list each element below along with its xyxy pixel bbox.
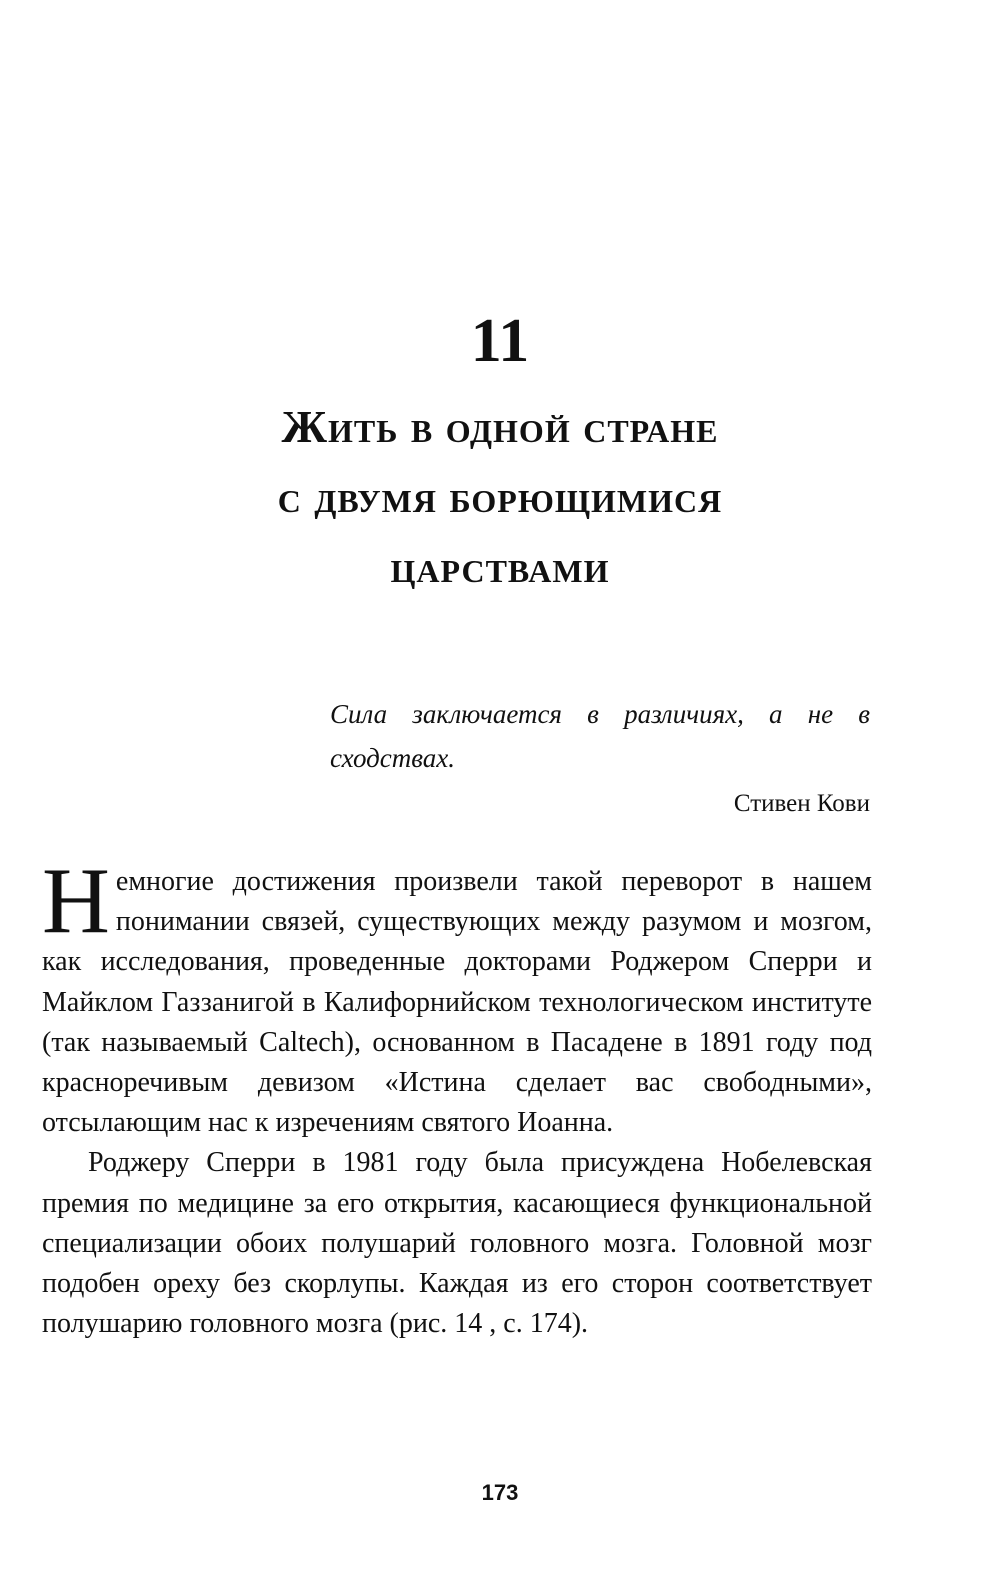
chapter-title — [90, 392, 910, 602]
body-text — [42, 849, 872, 1344]
epigraph — [330, 692, 870, 824]
chapter-title-line-3: царствами — [390, 541, 610, 592]
paragraph-1-text: емногие достижения произвели такой переворот в нашем понимании связей, существующих между разумом и мозгом, как исследования, проведенные докторами Роджером Сперри и Майклом Газзанигой в Калифорнийском технологическом институте (так называемый Caltech), основанном в Пасадене в 1891 году под красноречивым девизом «Истина сделает вас свободными», отсылающим нас к изречениям святого Иоанна. — [42, 866, 872, 1139]
drop-cap: Н — [42, 849, 110, 953]
page-number: 173 — [481, 1480, 519, 1505]
chapter-number: 11 — [470, 307, 530, 375]
paragraph: Роджеру Сперри в 1981 году была присуждена Нобелевская премия по медицине за его открытия, касающиеся функциональной специализации обоих полушарий головного мозга. Головной мозг подобен ореху без скорлупы. Каждая из его сторон соответствует полушарию головного мозга (рис. 14 , с. 174). — [42, 1147, 872, 1340]
epigraph-author: Стивен Кови — [733, 790, 870, 817]
chapter-title-line-2: с двумя борющимися — [277, 471, 723, 522]
paragraph — [42, 849, 872, 1143]
epigraph-text: Сила заключается в различиях, а не в сходствах. — [330, 699, 870, 773]
chapter-title-line-1: Жить в одной стране — [281, 401, 719, 452]
